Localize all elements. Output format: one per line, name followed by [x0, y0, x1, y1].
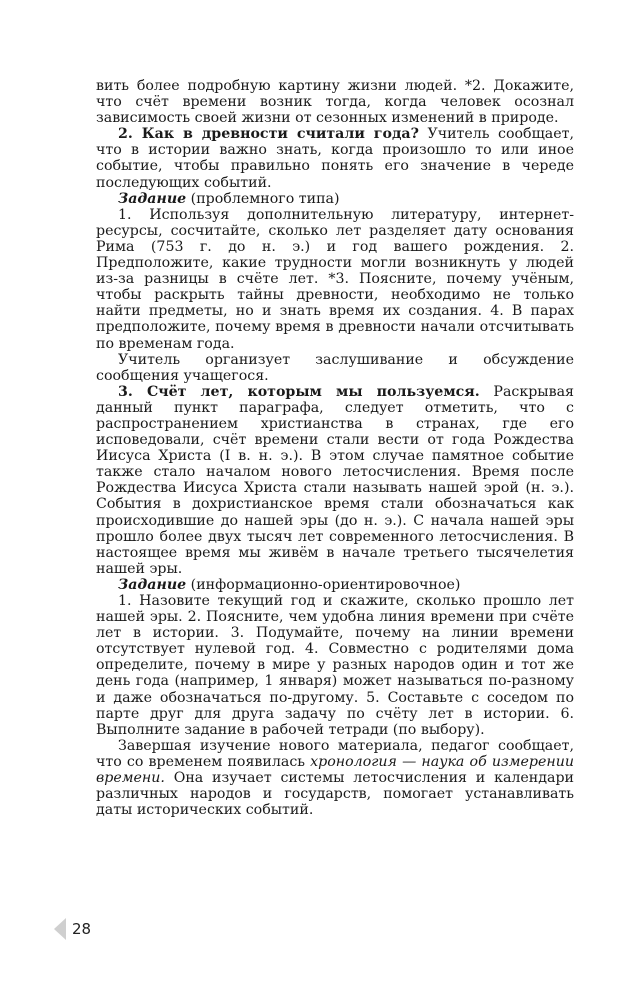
- teacher-text: Учитель организует заслушивание и обсуждение сообщения учащегося.: [96, 351, 574, 384]
- section-2-heading: 2. Как в древности считали года?: [118, 126, 419, 143]
- final-definition: хронология — наука об измерении времени.: [96, 753, 574, 787]
- task-2-type: (информационно-ориентировочное): [186, 576, 461, 593]
- intro-text: вить более подробную картину жизни людей. *2. Докажите, что счёт времени возник тогда, когда человек осознал зависимость своей жизни от сезонных изменений в природе.: [96, 78, 574, 127]
- paragraph-final: [96, 738, 574, 818]
- task-1-header: [96, 191, 574, 207]
- task-1-body: [96, 207, 574, 352]
- page-body: [96, 78, 574, 818]
- page-number: 28: [72, 920, 92, 938]
- final-text-b: Она изучает системы летосчисления и календари различных народов и государств, помогает устанавливать даты исторических событий.: [96, 770, 574, 819]
- section-3-text: Раскрывая данный пункт параграфа, следует отметить, что с распространением христианства в странах, где его исповедовали, счёт времени стали вести от года Рождества Иисуса Христа (I в. н. э.). В этом случае памятное событие также стало началом нового летосчисления. Время после Рождества Иисуса Христа стали называть нашей эрой (н. э.). События в дохристианское время стали обозначаться как происходившие до нашей эры (до н. э.). С начала нашей эры прошло более двух тысяч лет современного летосчисления. В настоящее время мы живём в начале третьего тысячелетия нашей эры.: [96, 383, 574, 577]
- paragraph-teacher: [96, 352, 574, 384]
- section-2-text: Учитель сообщает, что в истории важно знать, когда произошло то или иное событие, чтобы правильно понять его значение в череде последующих событий.: [96, 126, 574, 191]
- task-1-label: Задание: [118, 190, 187, 207]
- section-3: [96, 384, 574, 577]
- task-1-text: 1. Используя дополнительную литературу, интернет-ресурсы, сосчитайте, сколько лет разделяет дату основания Рима (753 г. до н. э.) и год вашего рождения. 2. Предположите, какие трудности могли возникнуть у людей из-за разницы в счёте лет. *3. Поясните, почему учёным, чтобы раскрыть тайны древности, необходимо не только найти предметы, но и знать время их создания. 4. В парах предположите, почему время в древности начали отсчитывать по временам года.: [96, 206, 574, 352]
- section-3-heading: 3. Счёт лет, которым мы пользуемся.: [118, 383, 480, 400]
- paragraph-intro: [96, 78, 574, 126]
- section-2: [96, 126, 574, 190]
- final-text-a: Завершая изучение нового материала, педагог сообщает, что со временем появилась: [96, 737, 574, 770]
- task-1-type: (проблемного типа): [186, 190, 340, 207]
- page-footer: [54, 918, 91, 940]
- task-2-body: [96, 593, 574, 738]
- task-2-label: Задание: [118, 576, 187, 593]
- page-marker-triangle-icon: [54, 918, 66, 940]
- task-2-header: [96, 577, 574, 593]
- task-2-text: 1. Назовите текущий год и скажите, сколько прошло лет нашей эры. 2. Поясните, чем удобна линия времени при счёте лет в истории. 3. Подумайте, почему на линии времени отсутствует нулевой год. 4. Совместно с родителями дома определите, почему в мире у разных народов один и тот же день года (например, 1 января) может называться по-разному и даже обозначаться по-другому. 5. Составьте с соседом по парте друг для друга задачу по счёту лет в истории. 6. Выполните задание в рабочей тетради (по выбору).: [96, 593, 574, 738]
